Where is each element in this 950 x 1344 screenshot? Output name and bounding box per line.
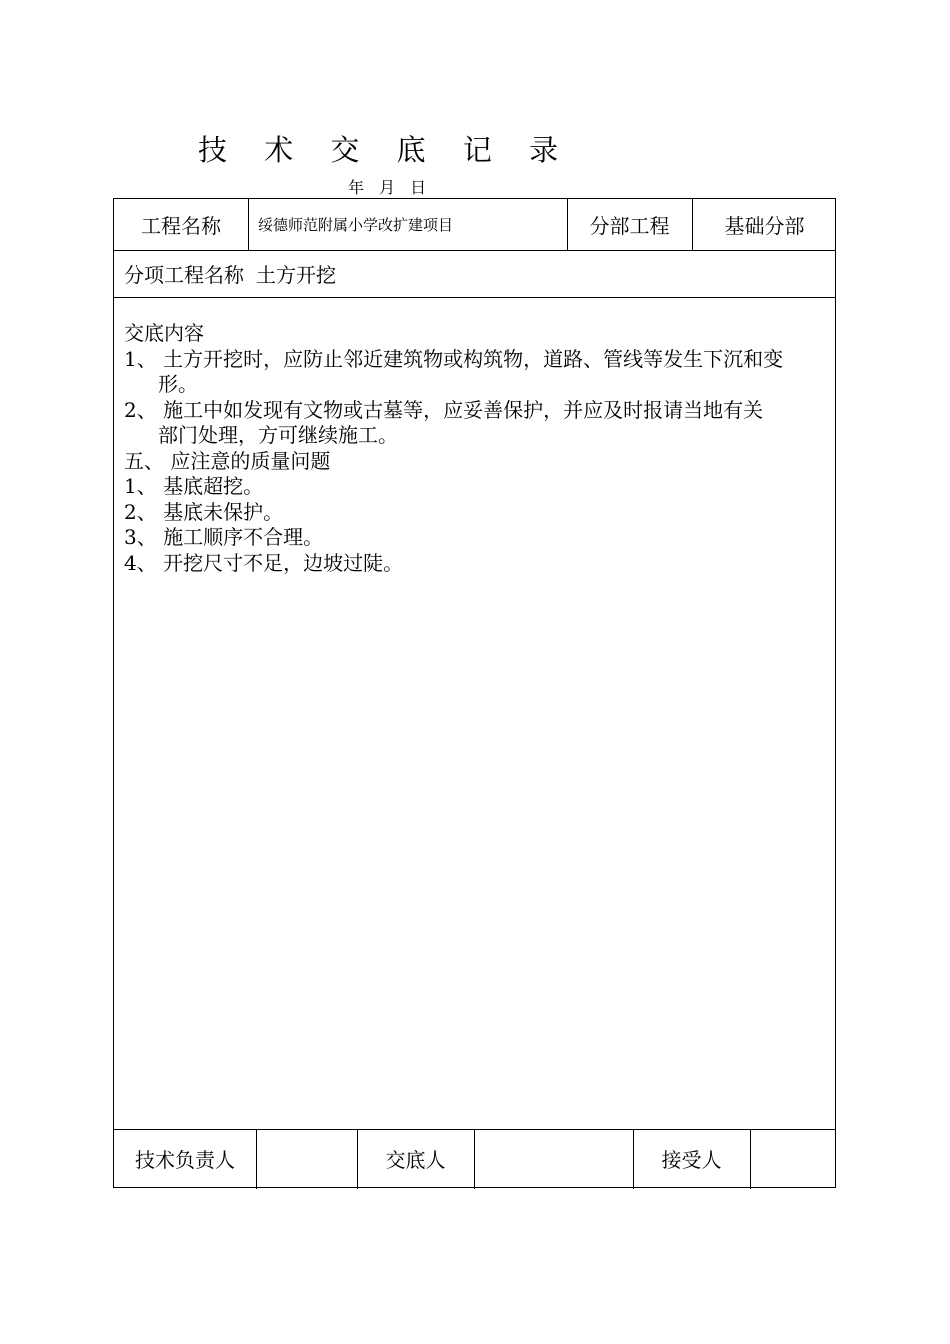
subitem-row: [114, 250, 837, 297]
content-line: 2、 施工中如发现有文物或古墓等，应妥善保护，并应及时报请当地有关: [124, 397, 764, 422]
division-label: 分部工程: [589, 214, 670, 238]
content-line: 部门处理，方可继续施工。: [158, 423, 398, 447]
disclosure-content: [124, 321, 834, 576]
tech-lead-label: 技术负责人: [135, 1147, 235, 1172]
project-name-label: 工程名称: [141, 214, 221, 238]
document-title: 技 术 交 底 记 录: [198, 133, 573, 167]
division-value: 基础分部: [724, 214, 805, 238]
record-table: [113, 198, 836, 1188]
discloser-label: 交底人: [385, 1147, 446, 1172]
content-line: 3、 施工顺序不合理。: [124, 525, 324, 549]
content-heading: 交底内容: [124, 321, 204, 345]
content-line: 2、 基底未保护。: [124, 499, 284, 524]
content-line: 五、 应注意的质量问题: [124, 448, 331, 473]
date-line: 年 月 日: [348, 178, 427, 197]
content-line: 形。: [158, 372, 198, 396]
content-line: 1、 基底超挖。: [124, 474, 264, 498]
content-line: 1、 土方开挖时，应防止邻近建筑物或构筑物，道路、管线等发生下沉和变: [124, 346, 784, 371]
content-line: 4、 开挖尺寸不足，边坡过陡。: [124, 550, 404, 575]
project-name-value: 绥德师范附属小学改扩建项目: [258, 216, 454, 234]
row-divider: [114, 297, 835, 298]
receiver-label: 接受人: [661, 1147, 722, 1172]
discloser-signature-field[interactable]: [474, 1129, 633, 1187]
subitem-value: 土方开挖: [256, 263, 336, 287]
receiver-signature-field[interactable]: [750, 1129, 837, 1187]
tech-lead-signature-field[interactable]: [256, 1129, 357, 1187]
subitem-label: 分项工程名称: [124, 263, 244, 287]
